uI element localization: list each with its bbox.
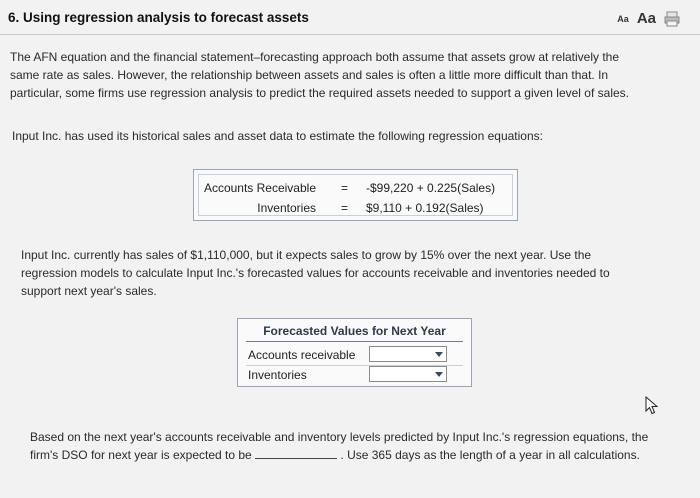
question-line (30, 446, 680, 464)
sales-growth-paragraph (21, 246, 661, 300)
header-rule (246, 341, 463, 342)
dso-answer-blank[interactable] (255, 446, 337, 459)
forecast-row-label: Inventories (248, 368, 307, 382)
intro-line: same rate as sales. However, the relationship between assets and sales is often a little more difficult than that. In (10, 68, 609, 82)
header-divider (0, 34, 700, 35)
decrease-font-button[interactable]: Aa (617, 13, 629, 24)
forecast-row-label: Accounts receivable (248, 348, 356, 362)
intro-line: particular, some firms use regression analysis to predict the required assets needed to support a given level of sales. (10, 86, 629, 100)
inventories-dropdown[interactable] (369, 366, 447, 382)
equation-row (199, 179, 512, 199)
forecast-row-accounts-receivable (246, 345, 463, 366)
paragraph-line: Input Inc. currently has sales of $1,110,000, but it expects sales to grow by 15% over the next year. Use the (21, 248, 592, 262)
equals-sign: = (341, 181, 349, 195)
intro-line: The AFN equation and the financial statement–forecasting approach both assume that assets grow at relatively the (10, 50, 620, 64)
equation-expression: $9,110 + 0.192(Sales) (366, 201, 484, 215)
equation-label: Accounts Receivable (203, 181, 316, 195)
dso-question (30, 428, 680, 464)
equations-inner-frame (198, 174, 513, 216)
paragraph-line: support next year's sales. (21, 284, 157, 298)
paragraph-line: regression models to calculate Input Inc.'s forecasted values for accounts receivable and inventories needed to (21, 266, 610, 280)
question-text: . Use 365 days as the length of a year in all calculations. (340, 448, 640, 462)
equation-row (199, 199, 512, 219)
equals-sign: = (341, 201, 349, 215)
regression-intro: Input Inc. has used its historical sales and asset data to estimate the following regression equations: (12, 129, 543, 143)
accounts-receivable-dropdown[interactable] (369, 346, 447, 362)
regression-equations-box (193, 169, 518, 221)
forecast-row-inventories (246, 365, 463, 385)
chevron-down-icon (435, 372, 443, 377)
font-size-tools (617, 10, 680, 27)
question-line: Based on the next year's accounts receivable and inventory levels predicted by Input Inc.'s regression equations, the (30, 430, 649, 444)
chevron-down-icon (435, 352, 443, 357)
question-text: firm's DSO for next year is expected to be (30, 448, 252, 462)
question-title: 6. Using regression analysis to forecast assets (8, 10, 309, 25)
print-icon[interactable] (664, 11, 680, 27)
equation-expression: -$99,220 + 0.225(Sales) (366, 181, 496, 195)
intro-paragraph (10, 48, 690, 102)
forecast-table (237, 318, 472, 387)
forecast-table-header: Forecasted Values for Next Year (263, 324, 446, 338)
equation-label: Inventories (257, 201, 316, 215)
increase-font-button[interactable]: Aa (636, 10, 656, 27)
mouse-cursor-icon (645, 396, 659, 416)
